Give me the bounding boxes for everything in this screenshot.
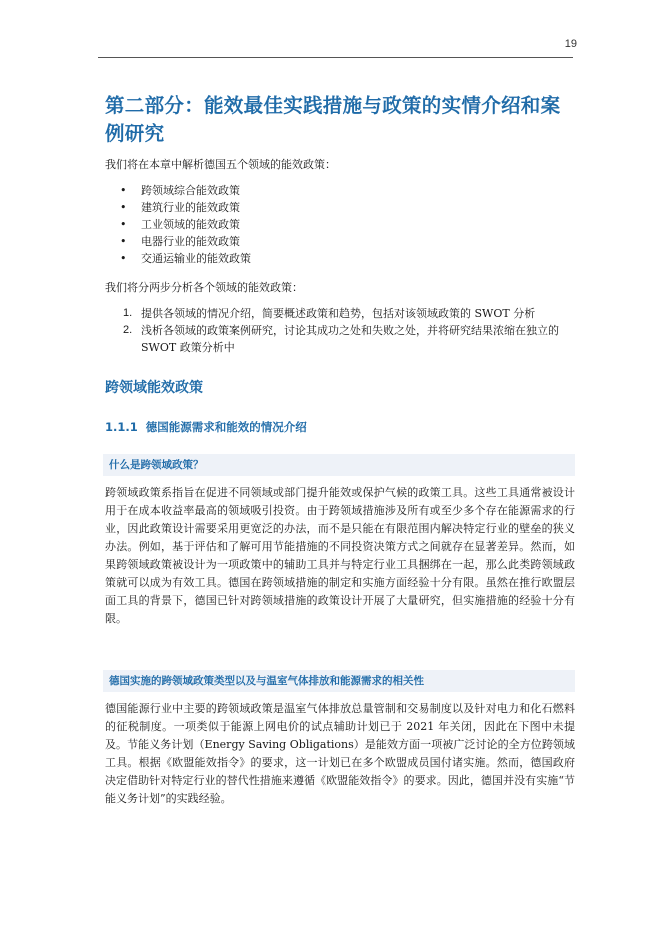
page-content <box>105 92 575 808</box>
list-item <box>105 250 575 267</box>
list-item-text: 工业领域的能效政策 <box>141 218 240 231</box>
bullet-icon: • <box>120 184 127 197</box>
step-item <box>105 322 575 356</box>
list-item <box>105 182 575 199</box>
subsection-number: 1.1.1 <box>105 420 138 434</box>
list-item <box>105 216 575 233</box>
box-heading-policy-types: 德国实施的跨领域政策类型以及与温室气体排放和能源需求的相关性 <box>103 670 575 692</box>
intro-paragraph: 我们将在本章中解析德国五个领域的能效政策： <box>105 158 336 171</box>
list-item <box>105 199 575 216</box>
section-heading: 跨领域能效政策 <box>105 380 203 396</box>
cross-sector-definition-paragraph: 跨领域政策系指旨在促进不同领域或部门提升能效或保护气候的政策工具。这些工具通常被设计用于在成本收益率最高的领域吸引投资。由于跨领域措施涉及所有或至少多个存在能源需求的行业，因此政策设计需要采用更宽泛的办法，而不是只能在有限范围内解决特定行业的壁垒的狭义办法。例如，基于评估和了解可用节能措施的不同投资决策方式之间就存在显著差异。然而，如果跨领域政策被设计为一项政策中的辅助工具并与特定行业工具捆绑在一起，那么此类跨领域政策就可以成为有效工具。德国在跨领域措施的制定和实施方面经验十分有限。虽然在推行欧盟层面工具的背景下，德国已针对跨领域措施的政策设计开展了大量研究，但实施措施的经验十分有限。 <box>105 486 575 625</box>
page-number: 19 <box>564 38 577 50</box>
list-item-text: 建筑行业的能效政策 <box>141 201 240 214</box>
bullet-icon: • <box>120 201 127 214</box>
policy-types-paragraph: 德国能源行业中主要的跨领域政策是温室气体排放总量管制和交易制度以及针对电力和化石燃料的征税制度。一项类似于能源上网电价的试点辅助计划已于 2021 年关闭，因此在下图中未提及。节能义务计划（Energy Saving Obligations）是能效方面一项被广泛讨论的全方位跨领域工具。根据《欧盟能效指令》的要求，这一计划已在多个欧盟成员国付诸实施。然而，德国政府决定借助针对特定行业的替代性措施来遵循《欧盟能效指令》的要求。因此，德国并没有实施“节能义务计划”的实践经验。 <box>105 702 575 805</box>
page-title: 第二部分：能效最佳实践措施与政策的实情介绍和案例研究 <box>105 94 561 145</box>
step-text: 提供各领域的情况介绍，简要概述政策和趋势，包括对该领域政策的 SWOT 分析 <box>141 307 536 320</box>
bullet-icon: • <box>120 235 127 248</box>
list-item-text: 电器行业的能效政策 <box>141 235 240 248</box>
bullet-icon: • <box>120 218 127 231</box>
step-text: 浅析各领域的政策案例研究，讨论其成功之处和失败之处，并将研究结果浓缩在独立的 SWOT 政策分析中 <box>141 324 559 354</box>
step-number: 1. <box>123 307 133 319</box>
subsection-heading <box>105 418 575 436</box>
bullet-icon: • <box>120 252 127 265</box>
header-rule <box>98 57 573 58</box>
list-item <box>105 233 575 250</box>
analysis-steps-list <box>105 305 575 356</box>
analysis-intro-paragraph: 我们将分两步分析各个领域的能效政策： <box>105 281 303 294</box>
box-heading-cross-sector-definition: 什么是跨领域政策？ <box>103 454 575 476</box>
step-item <box>105 305 575 322</box>
policy-area-list <box>105 182 575 267</box>
list-item-text: 交通运输业的能效政策 <box>141 252 251 265</box>
list-item-text: 跨领域综合能效政策 <box>141 184 240 197</box>
step-number: 2. <box>123 324 133 336</box>
subsection-title: 德国能源需求和能效的情况介绍 <box>145 420 307 434</box>
